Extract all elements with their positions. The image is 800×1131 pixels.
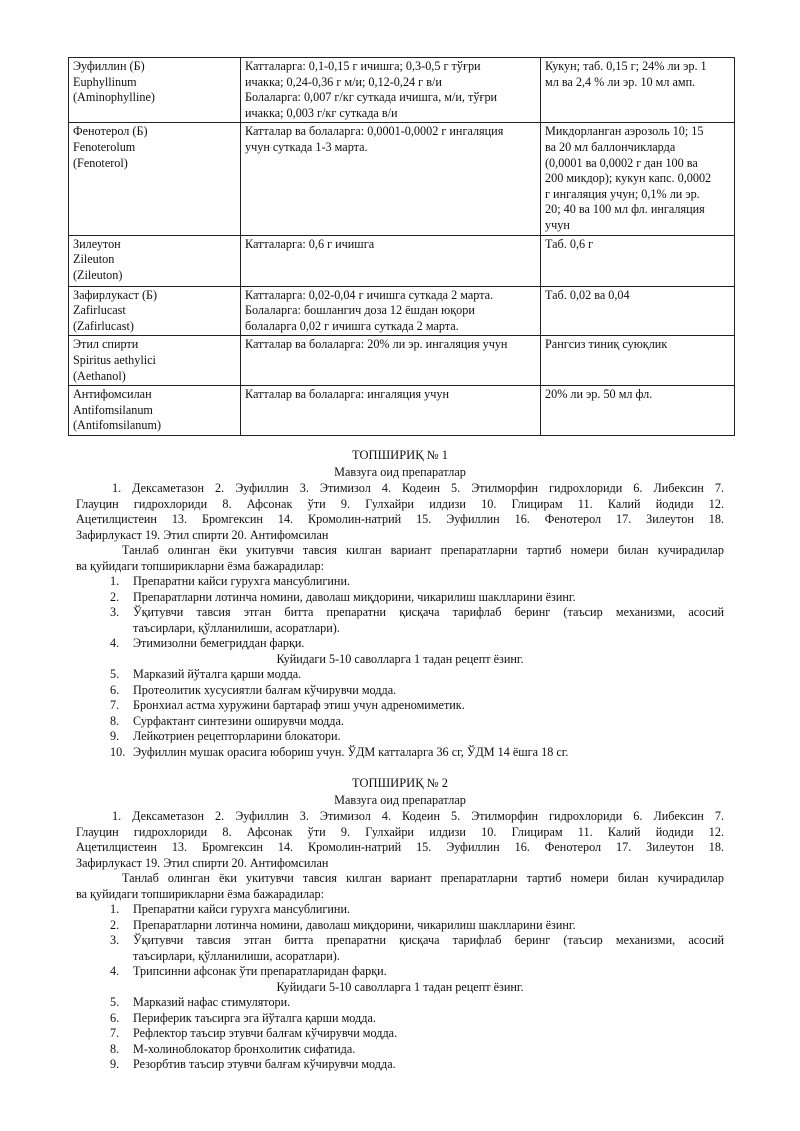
cell-text-line: (Aminophylline) [73,90,155,105]
cell-text-line: Таб. 0,02 ва 0,04 [545,287,630,302]
question-text: таъсирлари, қўлланилиши, асоратлари). [133,948,340,963]
drug-table-row [69,336,735,386]
question-number: 10. [110,744,126,759]
cell-text-line: Катталар ва болаларга: 0,0001-0,0002 г ингаляция [245,124,504,139]
cell-text-line: 200 микдор); кукун капс. 0,0002 [545,171,712,186]
question-text: Периферик таъсирга эга йўталга қарши модда. [133,1010,376,1025]
question-text: Резорбтив таъсир этувчи балғам кўчирувчи модда. [133,1057,396,1071]
cell-text-line: ичакка; 0,24-0,36 г м/и; 0,12-0,24 г в/и [245,74,442,89]
question-text: Марказий нафас стимулятори. [133,995,291,1009]
task-title: ТОПШИРИҚ № 2 [352,776,448,790]
question-text: Ўқитувчи тавсия этган битта препаратни қисқача тарифлаб беринг (таъсир механизми, асосий [133,605,724,619]
question-text: Рефлектор таъсир этувчи балғам кўчирувчи модда. [133,1026,398,1040]
cell-text-line: Катталар ва болаларга: 20% ли эр. ингаляция учун [245,337,508,352]
cell-text-line: (Zafirlucast) [73,318,134,333]
cell-text-line: (Fenoterol) [73,155,128,170]
question-item [76,667,724,683]
question-item [76,729,724,745]
cell-text-line: Зилеутон [73,236,121,251]
question-item [76,698,724,714]
question-text: Ўқитувчи тавсия этган битта препаратни қисқача тарифлаб беринг (таъсир механизми, асосий [133,933,724,947]
question-number: 7. [110,698,120,712]
drug-form-cell [541,58,735,123]
cell-text-line: Антифомсилан [73,387,152,402]
question-item [76,1026,724,1042]
cell-text-line: Antifomsilanum [73,402,153,417]
cell-text-line: Эуфиллин (Б) [73,59,145,73]
question-number: 8. [110,713,120,728]
question-text: Марказий йўталга қарши модда. [133,667,302,681]
cell-text-line: Таб. 0,6 г [545,236,594,251]
cell-text-line: учун суткада 1-3 марта. [245,139,368,154]
drug-name-cell [69,286,241,336]
cell-text-line: 20% ли эр. 50 мл фл. [545,387,653,402]
cell-text-line: Болаларга: бошлангич доза 12 ёшдан юқори [245,303,475,318]
question-text: Сурфактант синтезини оширувчи модда. [133,713,344,728]
question-number: 6. [110,682,120,697]
question-item [76,714,724,730]
question-text: Препаратни кайси гурухга мансублигини. [133,902,351,916]
question-number: 9. [110,729,120,743]
question-text: Лейкотриен рецепторларини блокатори. [133,729,341,743]
question-item [76,933,724,964]
cell-text-line: ичакка; 0,003 г/кг суткада в/и [245,105,398,120]
cell-text-line: г ингаляция учун; 0,1% ли эр. [545,186,700,201]
task-2 [76,776,724,1073]
question-text: Препаратларни лотинча номини, даволаш миқдорини, чикарилиш шаклларини ёзинг. [133,589,576,604]
question-text: Этимизолни бемегриддан фарқи. [133,636,305,650]
drug-name-cell [69,386,241,436]
question-text: Бронхиал астма хуружини бартараф этиш учун адреномиметик. [133,698,465,712]
question-number: 5. [110,667,120,681]
question-number: 6. [110,1010,120,1025]
drug-list-line: Зафирлукаст 19. Этил спирти 20. Антифомсилан [76,855,329,870]
question-number: 8. [110,1041,120,1056]
question-number: 1. [110,902,120,916]
recipe-note: Куйидаги 5-10 саволларга 1 тадан рецепт ёзинг. [276,651,524,666]
task-1 [76,448,724,760]
question-item [76,902,724,918]
cell-text-line: Fenoterolum [73,139,136,154]
drug-name-cell [69,58,241,123]
question-text: Трипсинни афсонак ўти препаратларидан фарқи. [133,964,387,978]
cell-text-line: (0,0001 ва 0,0002 г дан 100 ва [545,155,698,170]
instructions-text: ва қуйидаги топширикларни ёзма бажарадилар: [76,558,324,573]
drug-dose-cell [241,58,541,123]
drug-list-line: 1. Дексаметазон 2. Эуфиллин 3. Этимизол 4. Кодеин 5. Этилморфин гидрохлориди 6. Либексин 7. [112,481,724,495]
question-item [76,590,724,606]
cell-text-line: Кукун; таб. 0,15 г; 24% ли эр. 1 [545,59,707,73]
question-text: таъсирлари, қўлланилиши, асоратлари). [133,620,340,635]
drug-list-line: Глауцин гидрохлориди 8. Афсонак ўти 9. Гулхайри илдизи 10. Глицирам 11. Калий йодиди 12. [76,496,724,511]
task-subtitle: Мавзуга оид препаратлар [334,792,466,807]
cell-text-line: Zafirlucast [73,303,126,318]
cell-text-line: Euphyllinum [73,74,137,89]
drug-name-cell [69,123,241,235]
drug-form-cell [541,123,735,235]
cell-text-line: мл ва 2,4 % ли эр. 10 мл амп. [545,74,696,89]
drug-dose-cell [241,286,541,336]
question-number: 9. [110,1057,120,1071]
question-number: 4. [110,964,120,978]
drug-form-cell [541,336,735,386]
question-item [76,636,724,652]
cell-text-line: Фенотерол (Б) [73,124,148,139]
drug-name-cell [69,235,241,286]
instructions-text: ва қуйидаги топширикларни ёзма бажарадилар: [76,886,324,901]
recipe-note: Куйидаги 5-10 саволларга 1 тадан рецепт ёзинг. [276,979,524,994]
drug-dose-cell [241,123,541,235]
question-list [76,667,724,760]
cell-text-line: Болаларга: 0,007 г/кг суткада ичишга, м/и, тўғри [245,90,498,105]
drug-list-line: Зафирлукаст 19. Этил спирти 20. Антифомсилан [76,527,329,542]
question-text: Эуфиллин мушак орасига юбориш учун. ЎДМ катталарга 36 сг, ЎДМ 14 ёшга 18 сг. [133,744,569,759]
question-item [76,683,724,699]
drug-form-cell [541,286,735,336]
drug-name-cell [69,336,241,386]
drug-list-line: Ацетилцистеин 13. Бромгексин 14. Кромолин-натрий 15. Эуфиллин 16. Фенотерол 17. Зилеутон 18. [76,840,724,854]
question-item [76,605,724,636]
cell-text-line: болаларга 0,02 г ичишга суткада 2 марта. [245,318,459,333]
drug-dose-cell [241,336,541,386]
question-item [76,995,724,1011]
question-list [76,995,724,1073]
question-item [76,1042,724,1058]
drug-table-row [69,58,735,123]
task-title: ТОПШИРИҚ № 1 [352,448,448,462]
cell-text-line: (Aethanol) [73,368,126,383]
drug-list-line: 1. Дексаметазон 2. Эуфиллин 3. Этимизол 4. Кодеин 5. Этилморфин гидрохлориди 6. Либексин 7. [112,809,724,823]
cell-text-line: Зафирлукаст (Б) [73,287,158,302]
question-number: 3. [110,933,120,947]
question-number: 1. [110,574,120,588]
drug-table-body [69,58,735,436]
question-item [76,918,724,934]
question-text: Препаратларни лотинча номини, даволаш миқдорини, чикарилиш шаклларини ёзинг. [133,917,576,932]
question-item [76,1057,724,1073]
cell-text-line: Zileuton [73,252,115,267]
drug-table-row [69,386,735,436]
drug-table [68,57,735,436]
question-number: 2. [110,917,120,932]
cell-text-line: Этил спирти [73,337,139,352]
cell-text-line: ва 20 мл баллончикларда [545,139,676,154]
question-item [76,1011,724,1027]
drug-table-row [69,235,735,286]
drug-dose-cell [241,386,541,436]
question-list [76,902,724,980]
drug-form-cell [541,235,735,286]
instructions-text: Танлаб олинган ёки укитувчи тавсия килган вариант препаратларни тартиб номери билан кучирадилар [122,543,724,557]
cell-text-line: 20; 40 ва 100 мл фл. ингаляция [545,202,705,217]
cell-text-line: Катталарга: 0,6 г ичишга [245,236,375,251]
question-item [76,745,724,761]
question-number: 5. [110,995,120,1009]
drug-table-row [69,286,735,336]
cell-text-line: Микдорланган аэрозоль 10; 15 [545,124,704,139]
instructions-text: Танлаб олинган ёки укитувчи тавсия килган вариант препаратларни тартиб номери билан кучирадилар [122,871,724,885]
question-number: 3. [110,605,120,619]
question-list [76,574,724,652]
cell-text-line: Катталарга: 0,02-0,04 г ичишга суткада 2 марта. [245,287,494,302]
cell-text-line: (Antifomsilanum) [73,418,162,433]
question-number: 7. [110,1026,120,1040]
drug-dose-cell [241,235,541,286]
task-subtitle: Мавзуга оид препаратлар [334,464,466,479]
cell-text-line: Рангсиз тиниқ суюқлик [545,337,668,352]
question-text: М-холиноблокатор бронхолитик сифатида. [133,1041,356,1056]
question-number: 4. [110,636,120,650]
drug-table-row [69,123,735,235]
cell-text-line: Катталарга: 0,1-0,15 г ичишга; 0,3-0,5 г тўғри [245,59,481,73]
cell-text-line: Катталар ва болаларга: ингаляция учун [245,387,450,402]
cell-text-line: (Zileuton) [73,267,123,282]
question-text: Протеолитик хусусиятли балғам кўчирувчи модда. [133,682,397,697]
question-text: Препаратни кайси гурухга мансублигини. [133,574,351,588]
drug-list-line: Глауцин гидрохлориди 8. Афсонак ўти 9. Гулхайри илдизи 10. Глицирам 11. Калий йодиди 12. [76,824,724,839]
question-item [76,964,724,980]
drug-list-line: Ацетилцистеин 13. Бромгексин 14. Кромолин-натрий 15. Эуфиллин 16. Фенотерол 17. Зилеутон 18. [76,512,724,526]
drug-form-cell [541,386,735,436]
question-item [76,574,724,590]
cell-text-line: Spiritus aethylici [73,352,156,367]
question-number: 2. [110,589,120,604]
cell-text-line: учун [545,217,570,232]
